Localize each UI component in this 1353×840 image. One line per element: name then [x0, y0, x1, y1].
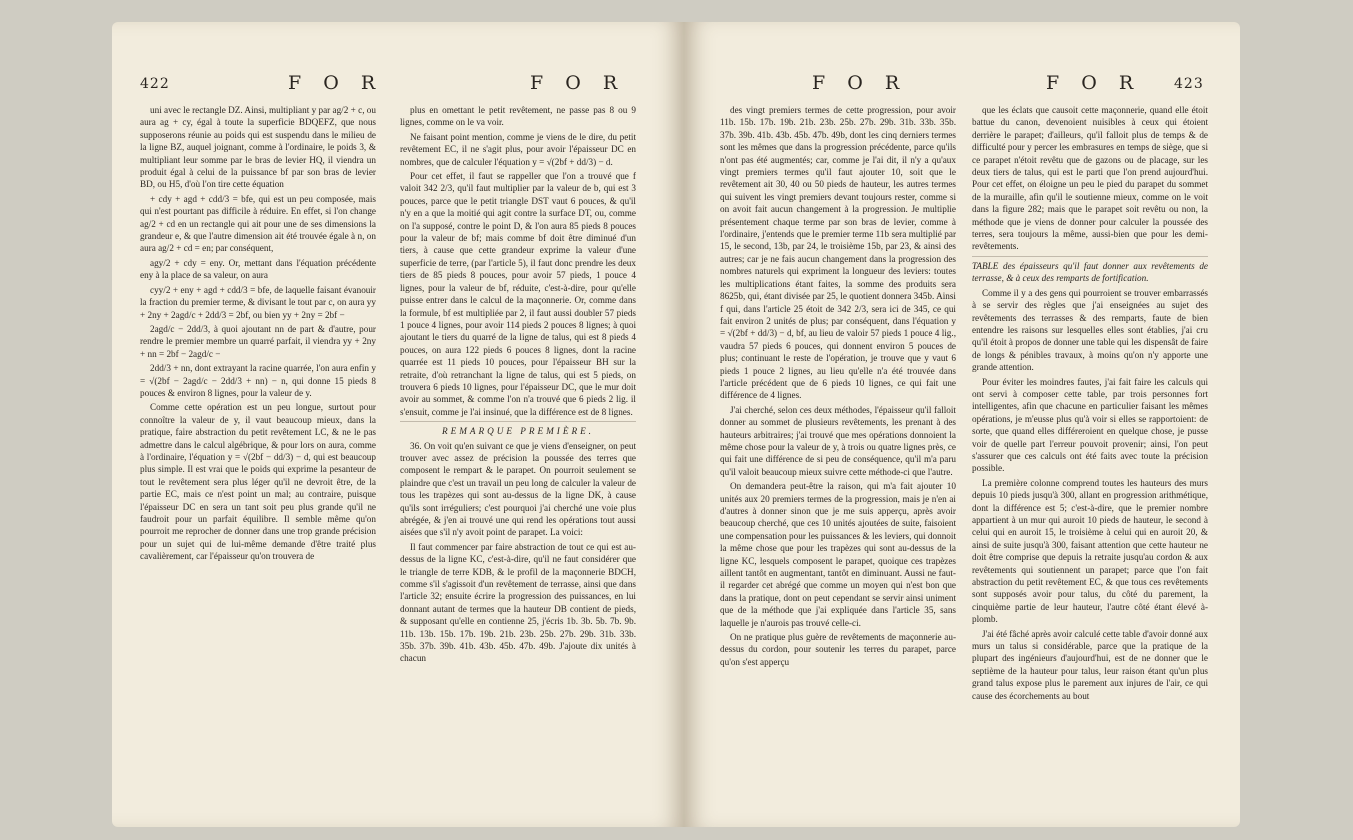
table-heading: TABLE des épaisseurs qu'il faut donner aux revêtements de terrasse, & à ceux des remparts de fortification.	[972, 260, 1208, 284]
paragraph: La première colonne comprend toutes les hauteurs des murs depuis 10 pieds jusqu'à 300, allant en progression arithmétique, dont la différence est 5; c'est-à-dire, que le premier nombre appartient à un mur qui auroit 10 pieds de hauteur, le second à celui qui en auroit 15, le troisième à celui qui en auroit 20, & ainsi de suite jusqu'à 300, faisant attention que cette hauteur ne doit être comprise que depuis la retraite jusqu'au cordon & aux revêtements qui soutiennent un parapet; parce que l'on fait abstraction du petit revêtement EC, & que tous ces revêtements sont supposés avoir pour talus, du côté du parement, la cinquième partie de leur hauteur, l'autre côté étant élevé à-plomb.	[972, 477, 1208, 625]
paragraph: On ne pratique plus guère de revêtements de maçonnerie au-dessus du cordon, pour soutenir les terres du parapet, parce qu'on s'est apperçu	[720, 632, 956, 667]
right-column-1	[720, 104, 956, 804]
divider	[972, 256, 1208, 257]
paragraph: Pour éviter les moindres fautes, j'ai fait faire les calculs qui ont servi à composer cette table, par trois personnes fort intelligentes, afin que chacune en particulier faisant les mêmes opérations, je m'eusse plus qu'à voir si elles se rapportoient: de sorte, que quand elles différeroient en quelque chose, je pusse voir de quelle part l'erreur pouvoit provenir; ainsi, l'on peut s'assurer que ces calculs ont été faits avec toute la précision possible.	[972, 376, 1208, 474]
paragraph: 36. On voit qu'en suivant ce que je viens d'enseigner, on peut trouver avec assez de précision la poussée des terres que composent le rempart & le parapet. On pourroit seulement se plaindre que c'est un travail un peu long de calculer la valeur de tous les trapèzes qui sont au-dessus de la ligne DK, à cause qu'ils sont irréguliers; c'est pourquoi j'ai cherché une voie plus abrégée, & j'en ai trouvé une qui rend les opérations tout aussi aisées que s'il n'y avoit point de parapet. La voici:	[400, 440, 636, 538]
paragraph: J'ai été fâché après avoir calculé cette table d'avoir donné aux murs un talus si considérable, parce que la pratique de la plupart des ingénieurs d'aujourd'hui, est de ne donner que le septième de la hauteur pour talus, leur raison étant qu'un plus grand talus expose plus le parement aux injures de l'air, ce qui cause des écorchements au bout	[972, 628, 1208, 701]
running-head-right-2: F O R	[1046, 72, 1142, 94]
right-page	[684, 22, 1240, 827]
running-head-left-2: F O R	[530, 72, 626, 94]
paragraph: + cdy + agd + cdd/3 = bfe, qui est un peu composée, mais qui n'est pourtant pas difficile à réduire. En effet, si l'on change ag/2 + cd en un rectangle qui ait pour une de ses dimensions la grandeur e, & que l'autre dimension ait été trouvée égale à n, on aura ag/2 + cd = en; par conséquent,	[140, 193, 376, 254]
paragraph: Pour cet effet, il faut se rappeller que l'on a trouvé que f valoit 342 2/3, qu'il faut multiplier par la valeur de b, qui est 3 pouces, parce que le petit triangle DST vaut 6 pouces, & qu'il n'y en a que la moitié qui agit contre la surface DT, ou, comme on l'a supposé, contre le point D, & l'on aura 85 pieds 8 pouces pour la valeur de bf; mais comme bf doit être diminué d'un tiers, à cause que cette grandeur exprime la valeur d'une superficie de terre, (par l'article 5), il faut donc prendre les deux tiers de 85 pieds 8 pouces, pour avoir 57 pieds, 1 pouce 4 lignes, pour la valeur de bf, réduite, c'est-à-dire, pour qu'elle puisse entrer dans le calcul de la maçonnerie. Or, comme dans la formule, bf est multipliée par 2, il faut aussi doubler 57 pieds 1 pouce 4 lignes, pour avoir 114 pieds 2 pouces 8 lignes; à quoi ajoutant le tiers du quarré de la ligne de talus, qui est 8 pieds 4 pouces, on aura 122 pieds 6 pouces 8 lignes, dont la racine quarrée est 11 pieds 10 pouces, pour l'épaisseur BH sur la retraite, d'où retranchant la ligne de talus, qui est 5 pieds, on trouvera 6 pieds 10 lignes, pour l'épaisseur DC, que le mur doit avoir au sommet, & comme l'on n'a trouvé que 6 pieds 2 lig. il s'ensuit, comme je l'ai insinué, que la différence est de 8 lignes.	[400, 171, 636, 417]
paragraph: J'ai cherché, selon ces deux méthodes, l'épaisseur qu'il falloit donner au sommet de plusieurs revêtements, les prenant à des hauteurs arbitraires; j'ai trouvé que mes opérations donnoient la même chose pour la valeur de y, à trois ou quatre lignes près, ce qui fait une différence de si peu de conséquence, qu'il m'a paru qu'il valoit beaucoup mieux suivre cette méthode-ci que l'autre.	[720, 404, 956, 477]
paragraph: plus en omettant le petit revêtement, ne passe pas 8 ou 9 lignes, comme on le va voir.	[400, 105, 636, 128]
paragraph: agy/2 + cdy = eny. Or, mettant dans l'équation précédente eny à la place de sa valeur, on aura	[140, 257, 376, 281]
left-page-header	[112, 72, 684, 96]
section-heading: REMARQUE PREMIÈRE.	[442, 426, 594, 437]
paragraph: On demandera peut-être la raison, qui m'a fait ajouter 10 unités aux 20 premiers termes de la progression, mais je n'en ai d'autres à donner sinon que je me suis apperçu, après avoir beaucoup cherché, que ces 10 unités ajoutées de suite, faisoient une compensation pour les puissances & les leviers, qui donnoit la même chose que pour les trapèzes qui sont au-dessus de la ligne KC, lesquels composent le parapet, quoique ces trapèzes aillent tantôt en augmentant, tantôt en diminuant. Aussi ne faut-il regarder cet abrégé que comme un moyen qui n'est bon que dans la pratique, dont on peut cependant se servir ainsi uniment que de la méthode que j'ai expliquée dans l'article 35, sans laquelle je n'aurois pas trouvé celle-ci.	[720, 481, 956, 628]
left-column-2	[400, 104, 636, 804]
paragraph: Il faut commencer par faire abstraction de tout ce qui est au-dessus de la ligne KC, c'est-à-dire, qu'il ne faut considérer que le triangle de terre KDB, & le profil de la maçonnerie BDCH, comme s'il s'agissoit d'un revêtement de terrasse, ainsi que dans l'article 32; ensuite écrire la progression des puissances, en lui donnant autant de termes que la hauteur DB contient de pieds, & supposant qu'elle en contienne 25, j'écris 1b. 3b. 5b. 7b. 9b. 11b. 13b. 15b. 17b. 19b. 21b. 23b. 25b. 27b. 29b. 31b. 33b. 35b. 37b. 39b. 41b. 43b. 45b. 47b. 49b. J'ajoute dix unités à chacun	[400, 541, 636, 664]
left-page	[112, 22, 684, 827]
paragraph: 2dd/3 + nn, dont extrayant la racine quarrée, l'on aura enfin y = √(2bf − 2agd/c − 2dd/3 + nn) − n, qui donne 15 pieds 8 pouces & environ 8 lignes, pour la valeur de y.	[140, 363, 376, 398]
paragraph: 2agd/c − 2dd/3, à quoi ajoutant nn de part & d'autre, pour rendre le premier membre un quarré parfait, il viendra yy + 2ny + nn = 2bf − 2agd/c −	[140, 323, 376, 359]
page-number-left: 422	[140, 76, 170, 92]
paragraph: des vingt premiers termes de cette progression, pour avoir 11b. 15b. 17b. 19b. 21b. 23b. 25b. 27b. 29b. 31b. 33b. 35b. 37b. 39b. 41b. 43b. 45b. 47b. 49b, dont les cinq derniers termes sont les mêmes que dans la progression précédente, parce qu'ils n'ont pas été augmentés; car, comme je l'ai dit, il n'y a qu'aux vingt premiers termes qu'il faut ajouter 10, soit que le revêtement ait 30, 40 ou 50 pieds de hauteur, les autres termes qui suivent les vingt premiers devant toujours rester, comme si on avoit fait aucun changement à la progression. Je multiplie présentement chaque terme par son bras de levier, comme à l'ordinaire, j'entends que le premier terme 11b sera multiplié par 15, le second, 13b, par 24, le troisième 15b, par 23, & ainsi des autres; car je ne fais aucun changement dans la progression des nombres naturels qui expriment la longueur des leviers: toutes les multiplications étant faites, la somme des produits sera 8625b, qui, étant divisée par 25, le quotient donnera 345b. Ainsi f qui, dans l'article 25 étoit de 342 2/3, sera ici de 345, ce qui fait environ 2 unités de plus; par conséquent, dans l'équation y = √(2bf + dd/3) − d, bf, au lieu de valoir 57 pieds 1 pouce 4 lig., vaudra 57 pieds 6 pouces, qui donnent environ 5 pouces de plus; continuant le reste de l'opération, je trouve que y vaut 6 pieds 1 pouce 2 lignes, au lieu qu'elle n'a été trouvée dans l'article précédent que de 6 pieds 10 lignes, ce qui fait une différence de 4 lignes.	[720, 105, 956, 401]
paragraph: cyy/2 + eny + agd + cdd/3 = bfe, de laquelle faisant évanouir la fraction du premier terme, & divisant le tout par c, on aura yy + 2ny + 2agd/c + 2dd/3 = 2bf, ou bien yy + 2ny = 2bf −	[140, 284, 376, 320]
paragraph: Ne faisant point mention, comme je viens de le dire, du petit revêtement EC, il ne s'agit plus, pour avoir l'épaisseur DC en nombres, que de calculer l'équation y = √(2bf + dd/3) − d.	[400, 131, 636, 167]
left-column-1	[140, 104, 376, 804]
paragraph: que les éclats que causoit cette maçonnerie, quand elle étoit battue du canon, devenoient nuisibles à ceux qui étoient derrière le parapet; d'ailleurs, qu'il falloit plus de temps & de difficulté pour y percer les embrasures en temps de siège, que si ce parapet n'étoit revêtu que de gazons ou de placage, sur les deux tiers de talus, qui est le parti que l'on prend aujourd'hui. Pour cet effet, on éloigne un peu le pied du parapet du sommet de la muraille, afin qu'il le soutienne mieux, comme on le voit dans la figure 282; mais que le parapet soit revêtu ou non, la méthode que je viens de donner pour calculer la poussée des terres, sera toujours la même, aussi-bien que pour les demi-revêtements.	[972, 105, 1208, 252]
running-head-right-1: F O R	[812, 72, 908, 94]
right-page-header	[684, 72, 1240, 96]
page-number-right: 423	[1174, 76, 1204, 92]
paragraph: uni avec le rectangle DZ. Ainsi, multipliant y par ag/2 + c, ou aura ag + cy, égal à toute la superficie BDQEFZ, que nous supposerons réunie au poids qui est suspendu dans le milieu de la ligne BZ, auquel joignant, comme à l'ordinaire, le poids 3, & multipliant leur somme par le bras de levier HQ, il viendra un produit égal à celui de la puissance bf par son bras de levier BD, ou H5, d'où l'on tire cette équation	[140, 105, 376, 190]
running-head-left-1: F O R	[288, 72, 384, 94]
paragraph: Comme il y a des gens qui pourroient se trouver embarrassés à se servir des règles que j'ai enseignées au sujet des revêtements des terrasses & des remparts, faute de bien entendre les raisons sur lesquelles elles sont établies, j'ai cru qu'il étoit à propos de donner une table qui les dispensât de faire de longs & pénibles travaux, à moins qu'on n'y apporte une grande attention.	[972, 287, 1208, 373]
paragraph: Comme cette opération est un peu longue, surtout pour connoître la valeur de y, il vaut beaucoup mieux, dans la pratique, faire abstraction du petit revêtement LC, & ne le pas admettre dans le calcul algébrique, & pour lors on aura, comme à l'ordinaire, l'équation y = √(2bf − dd/3) − d, qui est beaucoup plus simple. Il est vrai que le poids qui exprime la pesanteur de tout le revêtement sera plus léger qu'il ne devroit être, de la partie EC, mais ce n'est point un mal; au contraire, puisque l'épaisseur DC en sera un tant soit peu plus grande qu'il ne faudroit pour un parfait équilibre. Il semble même qu'on pourroit me reprocher de donner dans une trop grande précision pour un sujet qui de lui-même demande d'être traité plus cavalièrement, car l'épaisseur qu'on trouvera de	[140, 402, 376, 562]
divider	[400, 421, 636, 422]
right-column-2	[972, 104, 1208, 804]
